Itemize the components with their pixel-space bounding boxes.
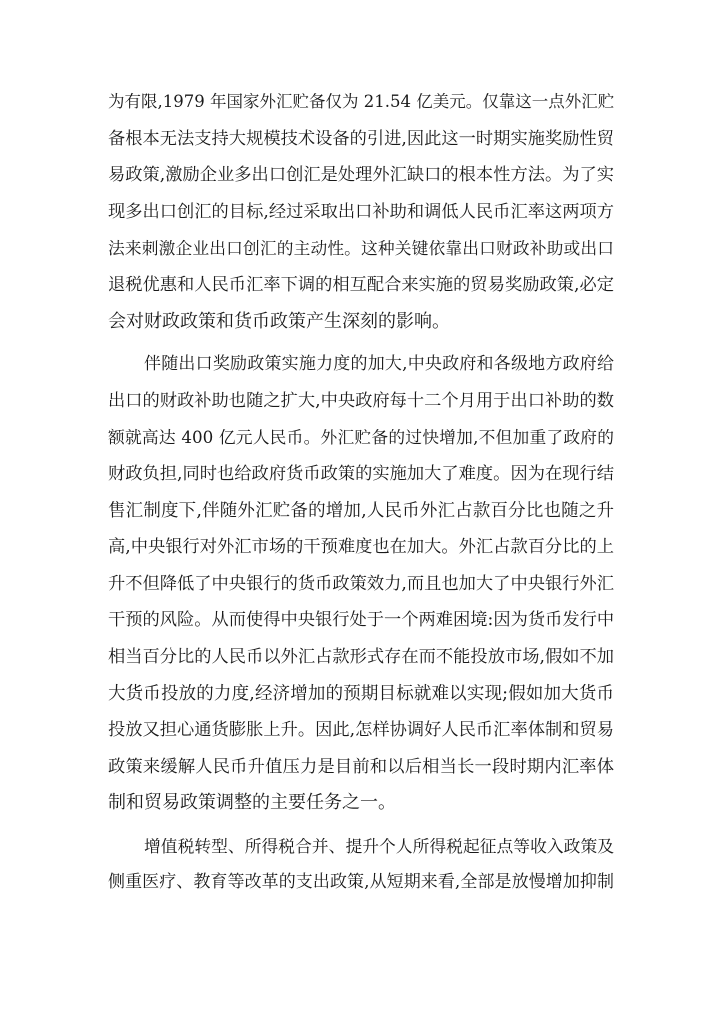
text-line: 现多出口创汇的目标,经过采取出口补助和调低人民币汇率这两项方 bbox=[108, 201, 614, 222]
text-line: 出口的财政补助也随之扩大,中央政府每十二个月用于出口补助的数 bbox=[108, 390, 614, 411]
text-line: 干预的风险。从而使得中央银行处于一个两难困境:因为货币发行中 bbox=[108, 610, 615, 631]
text-line: 政策来缓解人民币升值压力是目前和以后相当长一段时期内汇率体 bbox=[108, 756, 614, 777]
text-line: 退税优惠和人民币汇率下调的相互配合来实施的贸易奖励政策,必定 bbox=[108, 274, 614, 295]
text-line: 额就高达 400 亿元人民币。外汇贮备的过快增加,不但加重了政府的 bbox=[108, 427, 614, 448]
text-line: 升不但降低了中央银行的货币政策效力,而且也加大了中央银行外汇 bbox=[108, 573, 614, 594]
text-line: 制和贸易政策调整的主要任务之一。 bbox=[108, 792, 396, 814]
text-line: 易政策,激励企业多出口创汇是处理外汇缺口的根本性方法。为了实 bbox=[108, 165, 614, 186]
text-line: 增值税转型、所得税合并、提升个人所得税起征点等收入政策及 bbox=[144, 835, 614, 856]
text-line: 备根本无法支持大规模技术设备的引进,因此这一时期实施奖励性贸 bbox=[108, 128, 614, 149]
text-line: 侧重医疗、教育等改革的支出政策,从短期来看,全部是放慢增加抑制 bbox=[108, 872, 614, 893]
text-line: 法来刺激企业出口创汇的主动性。这种关键依靠出口财政补助或出口 bbox=[108, 238, 614, 259]
paragraph-1 bbox=[108, 84, 614, 340]
body-text bbox=[108, 84, 614, 901]
text-line: 伴随出口奖励政策实施力度的加大,中央政府和各级地方政府给 bbox=[144, 354, 614, 375]
paragraph-3 bbox=[108, 828, 614, 901]
text-line: 大货币投放的力度,经济增加的预期目标就难以实现;假如加大货币 bbox=[108, 683, 614, 704]
text-line: 售汇制度下,伴随外汇贮备的增加,人民币外汇占款百分比也随之升 bbox=[108, 500, 614, 521]
text-line: 为有限,1979 年国家外汇贮备仅为 21.54 亿美元。仅靠这一点外汇贮 bbox=[108, 92, 615, 111]
text-line: 财政负担,同时也给政府货币政策的实施加大了难度。因为在现行结 bbox=[108, 463, 614, 484]
paragraph-2 bbox=[108, 346, 614, 822]
text-line: 相当百分比的人民币以外汇占款形式存在而不能投放市场,假如不加 bbox=[108, 646, 614, 667]
text-line: 投放又担心通货膨胀上升。因此,怎样协调好人民币汇率体制和贸易 bbox=[108, 720, 614, 741]
text-line: 高,中央银行对外汇市场的干预难度也在加大。外汇占款百分比的上 bbox=[108, 537, 614, 558]
text-line: 会对财政政策和货币政策产生深刻的影响。 bbox=[108, 310, 450, 332]
